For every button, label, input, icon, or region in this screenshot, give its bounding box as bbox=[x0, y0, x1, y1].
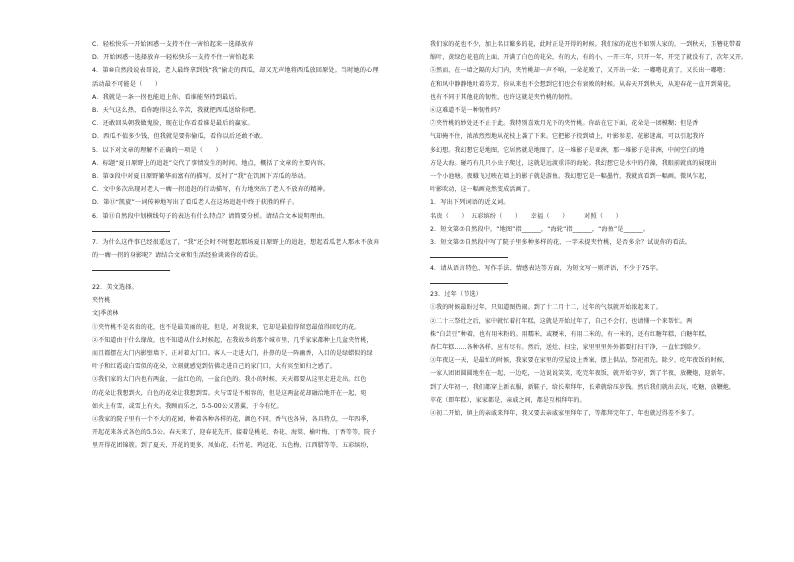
article-line: ②不知道由于什么缘故，也不知道从什么时候起，在我故乡的那个城市里，几乎家家都种上几盆夹竹桃， bbox=[92, 336, 373, 344]
article-line: 株“白芸豆”种着，也有用米粉的。用糯米，或粳米，有用二米的，有一米的，还有红糖年糕，白糖年糕， bbox=[430, 330, 711, 338]
question-3: 3．短文第⑦自然段中写了院子里多种多样的花，一字未提夹竹桃，是否多余？试说你的看法。 bbox=[430, 239, 692, 247]
article-line: 开起花来各式各色的5.5公。春天来了，迎春花先开，接着是桃花、杏花、海棠、榆叶梅、丁香等等，院子 bbox=[92, 429, 377, 437]
text-line: A．标题“夏日原野上的追赶”交代了事情发生的时间、地点，概括了文章的主要内容。 bbox=[92, 159, 330, 167]
text-line: C．轻松快乐一开始困惑一支持不住一害怕起来一选择放弃 bbox=[92, 41, 254, 48]
article-line: 到了大年初一，我们都穿上新衣服，新鞋子，给长辈拜年，长辈就给压岁钱。然后我们就出去玩，吃糖，放鞭炮， bbox=[430, 383, 736, 391]
article-line: ⑤然而，在一墙之隔的大门内，夹竹桃却一声不响，一朵花败了，又开出一朵；一嘟噜花黄了，又长出一嘟噜； bbox=[430, 67, 729, 75]
section-23 bbox=[430, 288, 780, 420]
text-line: D．西瓜不值多少钱，但我就是要你偷瓜，看你以后还敢不敢。 bbox=[92, 133, 267, 141]
article-line: ③年夜这一天，是最忙的时候，我家要在家里的堂屋设上香案，摆上供品，祭祀祖先。除夕，吃年夜饭的时候， bbox=[430, 357, 729, 365]
question-1: 1．写出下列词语的近义词。 bbox=[430, 199, 510, 207]
left-column bbox=[92, 38, 442, 453]
article-continuation bbox=[430, 38, 780, 196]
text-line: C．还敢回头朝我做鬼脸，现在让你看看谁是最后的赢家。 bbox=[92, 120, 254, 128]
article-line: ⑥这难道不是一种韧性吗？ bbox=[430, 107, 504, 115]
article-line: 苹花（即年糕），家家都是，亲戚之间，都是互相拜年的。 bbox=[430, 396, 586, 404]
article-line: ①我的时候最盼过年，只知道图热闹。到了十二月十二，过年的气氛就开始浓起来了。 bbox=[430, 304, 662, 312]
article-line: 叶影吹动，这一幅画竟然变成活画了。 bbox=[430, 186, 534, 194]
article-line: 方是大海。碰巧有几只小虫子爬过，这就是远渡重洋的海轮。我幻想它是水中的荇藻，我眼前就真的展现出 bbox=[430, 159, 717, 167]
article-line: ④初二开始，镇上的亲戚来拜年，我又要去亲戚家里拜年了，等都拜完年了，年也就过得差不多了。 bbox=[430, 410, 699, 418]
text-line: 5．以下对文章的理解不正确的一项是（ ） bbox=[92, 146, 222, 154]
article-author: 文|季羡林 bbox=[92, 310, 119, 318]
right-column bbox=[430, 38, 780, 420]
section-22 bbox=[92, 281, 442, 452]
article-line: ①夹竹桃不是名贵的花，也不是最美丽的花，但是，对我说来，它却是最值得留恋最值得回忆的花。 bbox=[92, 323, 361, 331]
article-line: 气却掩不住，浓浓烈烈地从花枝上袭了下来。它把影子投到墙上，叶影参差，花影迷离，可以引起我许 bbox=[430, 133, 705, 141]
article-line: 多幻想。我幻想它是地图，它居然就是地图了。这一堆影子是亚洲，那一堆影子是非洲，中间空白的地 bbox=[430, 146, 705, 154]
article-line: ③我们家的大门内也有两盆，一盆红色的，一盆白色的。我小的时候，天天都要从这里走进走出。红色 bbox=[92, 376, 367, 384]
article-line: 也有不同于其他花的韧性，也许这就是夹竹桃的韧性。 bbox=[430, 93, 577, 101]
article-line: 一个小池塘。夜蛾飞过映在墙上的影子就是游鱼。我幻想它是一幅墨竹，我就真看到一幅画。微风乍起， bbox=[430, 173, 711, 181]
text-line: A．我就是一条一拐也能追上你，看谁能坚持到最后。 bbox=[92, 93, 241, 101]
section-heading: 23．过年（节选） bbox=[430, 291, 483, 299]
article-line: 如火上有雪，或雪上有火。我顾而乐之，5-5-00公又署翼，于今有忆。 bbox=[92, 402, 283, 410]
article-line: ④我家的院子里有一个不大的花园，种着各种各样的花，颜色不同、香气也各异，各具特点，一年四季， bbox=[92, 416, 373, 424]
article-title: 夹竹桃 bbox=[92, 297, 111, 305]
question-block-1 bbox=[92, 38, 442, 223]
questions-block bbox=[430, 196, 780, 284]
article-line: 缩叶，黄绿色花苞的上面，开满了白色的花朵，有的大，有的小，一开三年，只开一年，开完了就没有了，次年又开。 bbox=[430, 54, 748, 62]
text-line: B．天气这么热，看你跑得这么辛苦，我就把西瓜送给你吧。 bbox=[92, 107, 260, 115]
article-line: 在和风中静静地吐着芬芳，你从来也不会想到它们也会有衰败的时候。从春天开到秋天，从迎春花一直开到菊花， bbox=[430, 80, 736, 88]
text-line: 6．第⑪自然段中划横线句子的表达有什么特点？请简要分析。请结合文本说明理由。 bbox=[92, 212, 329, 220]
article-line: 里开得花团锦簇。到了夏天，开花的更多，凤仙花、石竹花、鸡冠花、五色梅、江西腊等等，五彩缤纷， bbox=[92, 442, 373, 450]
question-block-2 bbox=[92, 236, 442, 262]
text-line: 活动最不可能是（ ） bbox=[92, 80, 162, 88]
answer-line[interactable] bbox=[92, 270, 170, 271]
article-line: 叶子和红霞或白雪似的花朵，立刻就感觉到仿佛走进自己的家门口，大有宾至如归之感了。 bbox=[92, 363, 337, 371]
question-4: 4．请从语言特色、写作手法、情感表达等方面，为短文写一则评语，不少于75字。 bbox=[430, 265, 663, 273]
answer-line[interactable] bbox=[430, 283, 508, 284]
text-line: C．文中多次出现对老人一瘸一拐追赶的行动描写，有力地突出了老人不放弃的精神。 bbox=[92, 186, 330, 194]
text-line: 4．第⑩自然段说表哥说，老人最终拿到钱“我”偷走的西瓜，却又无声地将西瓜放回原处。当时她的心理 bbox=[92, 67, 379, 75]
question-2: 2．短文第⑦自然段中，“地图”指______，“海轮”指______，“海鱼”是______。 bbox=[430, 225, 650, 233]
article-line: 而且都摆在大门内影壁墙下，正对着大门口。客人一走进大门，扑鼻的是一阵幽香，入目的是绿蜡似的绿 bbox=[92, 350, 373, 358]
question-1-words: 名贵（ ） 五彩缤纷（ ） 幸福（ ） 对照（ ） bbox=[430, 212, 622, 220]
text-line: B．第③段中对夏日原野繁华而富有的描写，反衬了“我”在饥困下弄瓜的举动。 bbox=[92, 173, 310, 181]
article-line: 一家人团团圆圆地坐在一起，一边吃，一边说说笑笑，吃完年夜饭，就开始守岁，到了半夜，放鞭炮，迎新年。 bbox=[430, 370, 729, 378]
text-line: 7．为什么这件事已经很遥远了，“我”还会时不时想起那场夏日原野上的追赶，想起看瓜老人那永不放弃 bbox=[92, 238, 380, 246]
article-line: ②二十三祭灶之后，家中就忙着打年糕，这就是开始过年了，自己不会打，也请懂一个来帮忙。两 bbox=[430, 317, 693, 325]
text-line: 的一瘸一拐的身影呢？请结合文章和生活经验谈谈你的看法。 bbox=[92, 252, 262, 260]
answer-line[interactable] bbox=[430, 257, 508, 258]
article-line: ⑦夹竹桃的妙处还不止于此。我特别喜欢月光下的夹竹桃。你站在它下面，花朵是一团模糊；但是香 bbox=[430, 120, 699, 128]
section-heading: 22．美文选择。 bbox=[92, 284, 138, 292]
text-line: D．开始困惑一选择放弃一轻松快乐一支持不住一害怕起来 bbox=[92, 54, 255, 62]
text-line: D．第⑪“凯旋”一词传神地写出了看瓜老人在这场追赶中终于获胜的样子。 bbox=[92, 199, 299, 207]
article-line: 我们家的花也不少，加上名目繁多的花，此时正是开得的时候。我们家的花也不如别人家的，一到秋天，玉簪花带着 bbox=[430, 41, 742, 48]
article-line: 的花朵让我想到火，白色的花朵让我想到雪。火与雪是不相容的，但是这两盆花却融洽地开在一起，宛 bbox=[92, 389, 367, 397]
answer-line[interactable] bbox=[92, 231, 170, 232]
article-line: 杏仁年糕……各种各样，应有尽有。然后，送灶、扫尘，家里里里外外都要打扫干净，一直忙到除夕。 bbox=[430, 344, 705, 352]
